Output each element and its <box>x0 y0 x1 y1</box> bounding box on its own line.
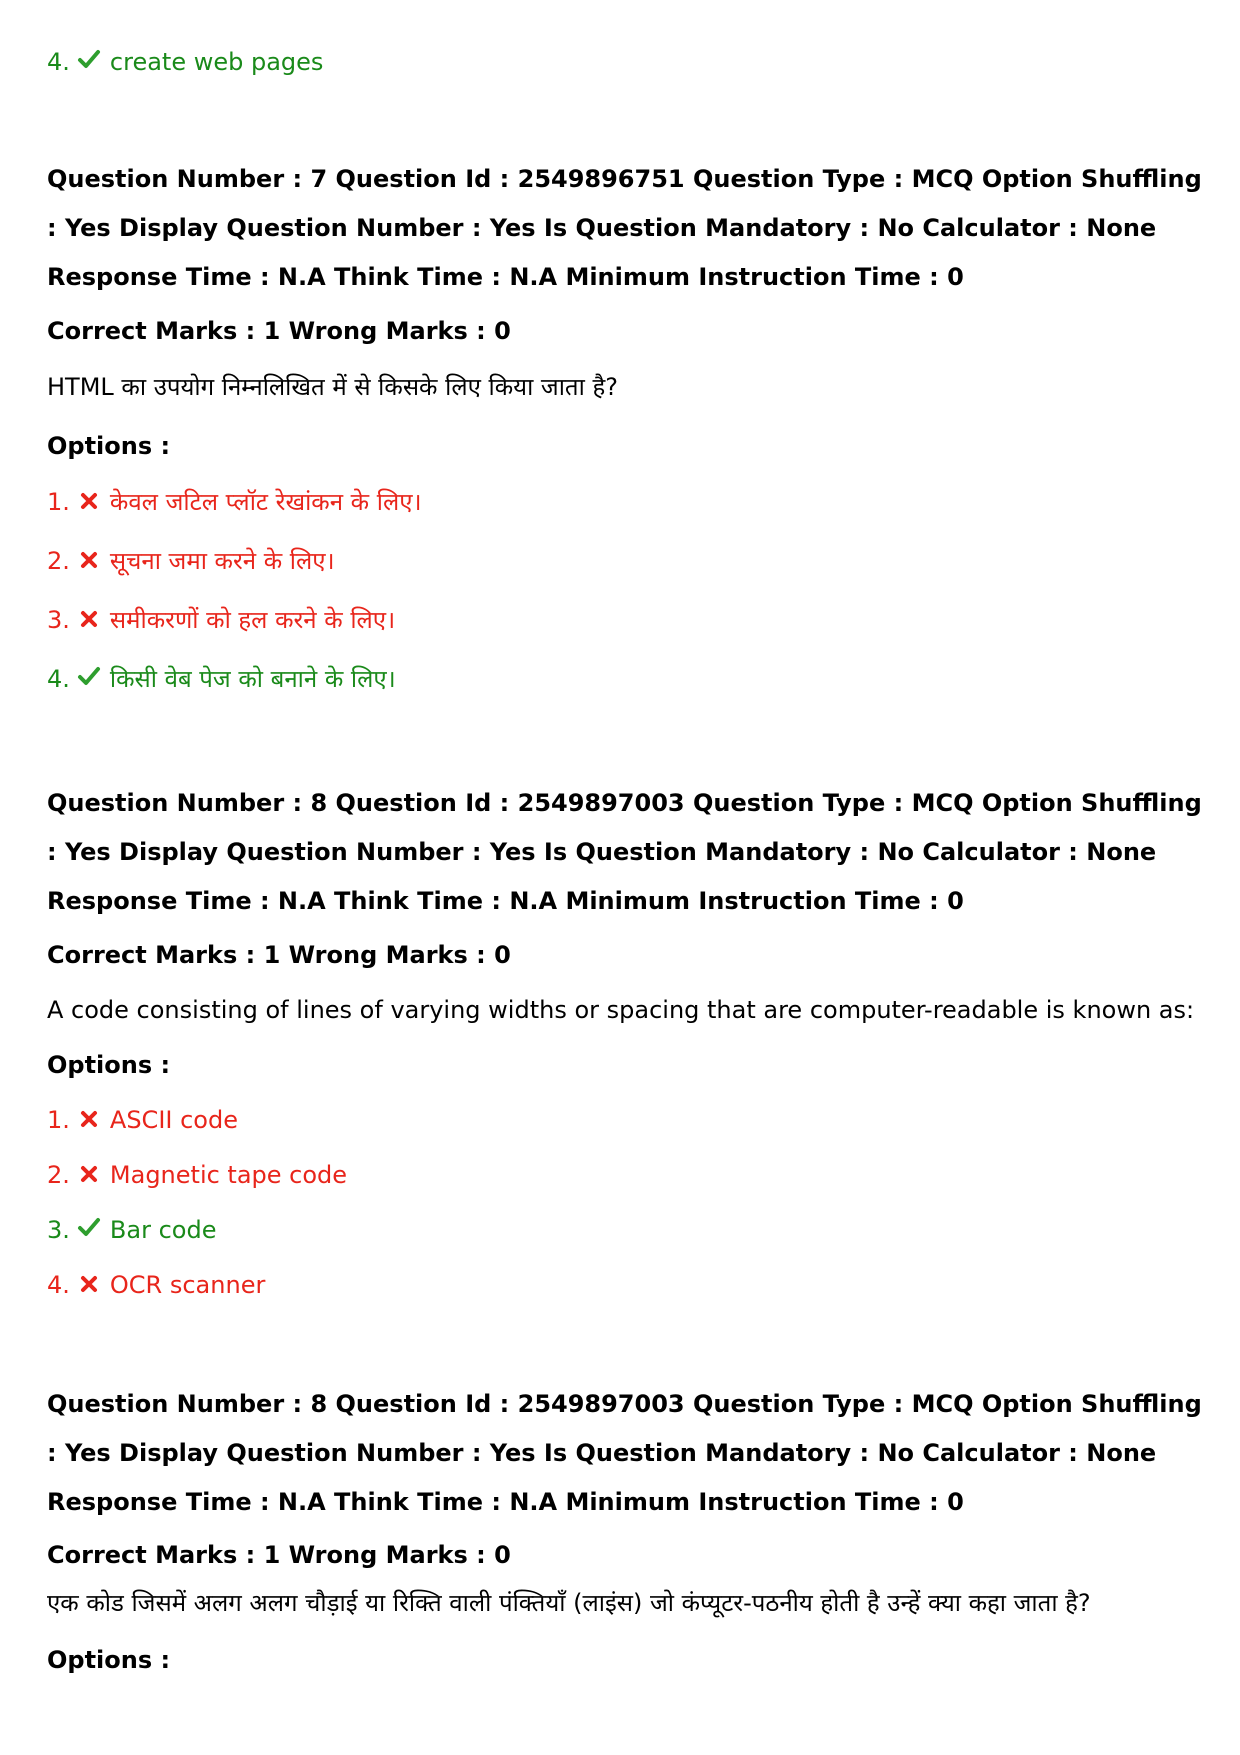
option-number: 4. <box>47 665 70 693</box>
question-text: एक कोड जिसमें अलग अलग चौड़ाई या रिक्ति वाली पंक्तियाँ (लाइंस) जो कंप्यूटर-पठनीय होती है उन्हें क्या कहा जाता है? <box>47 1589 1091 1617</box>
cross-icon <box>76 1104 102 1136</box>
option-item <box>47 1269 265 1301</box>
question-meta: Question Number : 8 Question Id : 2549897003 Question Type : MCQ Option Shuffling : Yes Display Question Number : Yes Is Question Mandatory : No Calculator : None Response Time : N.A Think Time : N.A Minimum Instruction Time : 0 <box>47 1390 1202 1516</box>
question-meta: Question Number : 8 Question Id : 2549897003 Question Type : MCQ Option Shuffling : Yes Display Question Number : Yes Is Question Mandatory : No Calculator : None Response Time : N.A Think Time : N.A Minimum Instruction Time : 0 <box>47 789 1202 915</box>
option-number: 1. <box>47 488 70 516</box>
checkmark-icon <box>76 663 102 695</box>
option-item <box>47 1159 347 1191</box>
option-text: ASCII code <box>109 1106 238 1134</box>
options-label: Options : <box>47 1646 171 1674</box>
question-marks: Correct Marks : 1 Wrong Marks : 0 <box>47 317 511 345</box>
option-item <box>47 46 323 78</box>
question-text: A code consisting of lines of varying widths or spacing that are computer-readable is known as: <box>47 996 1195 1024</box>
option-item <box>47 1104 238 1136</box>
question-marks: Correct Marks : 1 Wrong Marks : 0 <box>47 941 511 969</box>
options-label: Options : <box>47 1051 171 1079</box>
option-number: 3. <box>47 1216 70 1244</box>
question-meta: Question Number : 7 Question Id : 2549896751 Question Type : MCQ Option Shuffling : Yes Display Question Number : Yes Is Question Mandatory : No Calculator : None Response Time : N.A Think Time : N.A Minimum Instruction Time : 0 <box>47 165 1202 291</box>
option-item <box>47 663 396 695</box>
option-text: OCR scanner <box>109 1271 266 1299</box>
option-text: समीकरणों को हल करने के लिए। <box>109 606 396 634</box>
option-text: केवल जटिल प्लॉट रेखांकन के लिए। <box>109 488 422 516</box>
option-item <box>47 486 422 518</box>
option-item <box>47 604 395 636</box>
cross-icon <box>76 1269 102 1301</box>
cross-icon <box>76 545 102 577</box>
cross-icon <box>76 486 102 518</box>
option-item <box>47 545 335 577</box>
option-number: 4. <box>47 48 70 76</box>
option-number: 2. <box>47 547 70 575</box>
options-label: Options : <box>47 432 171 460</box>
option-text: किसी वेब पेज को बनाने के लिए। <box>109 665 396 693</box>
option-item <box>47 1214 216 1246</box>
cross-icon <box>76 604 102 636</box>
option-number: 1. <box>47 1106 70 1134</box>
option-text: create web pages <box>109 48 324 76</box>
checkmark-icon <box>76 46 102 78</box>
option-text: Bar code <box>109 1216 217 1244</box>
option-number: 4. <box>47 1271 70 1299</box>
checkmark-icon <box>76 1214 102 1246</box>
question-marks: Correct Marks : 1 Wrong Marks : 0 <box>47 1541 511 1569</box>
option-text: Magnetic tape code <box>109 1161 348 1189</box>
option-text: सूचना जमा करने के लिए। <box>109 547 335 575</box>
question-text: HTML का उपयोग निम्नलिखित में से किसके लिए किया जाता है? <box>47 373 618 401</box>
option-number: 3. <box>47 606 70 634</box>
cross-icon <box>76 1159 102 1191</box>
option-number: 2. <box>47 1161 70 1189</box>
